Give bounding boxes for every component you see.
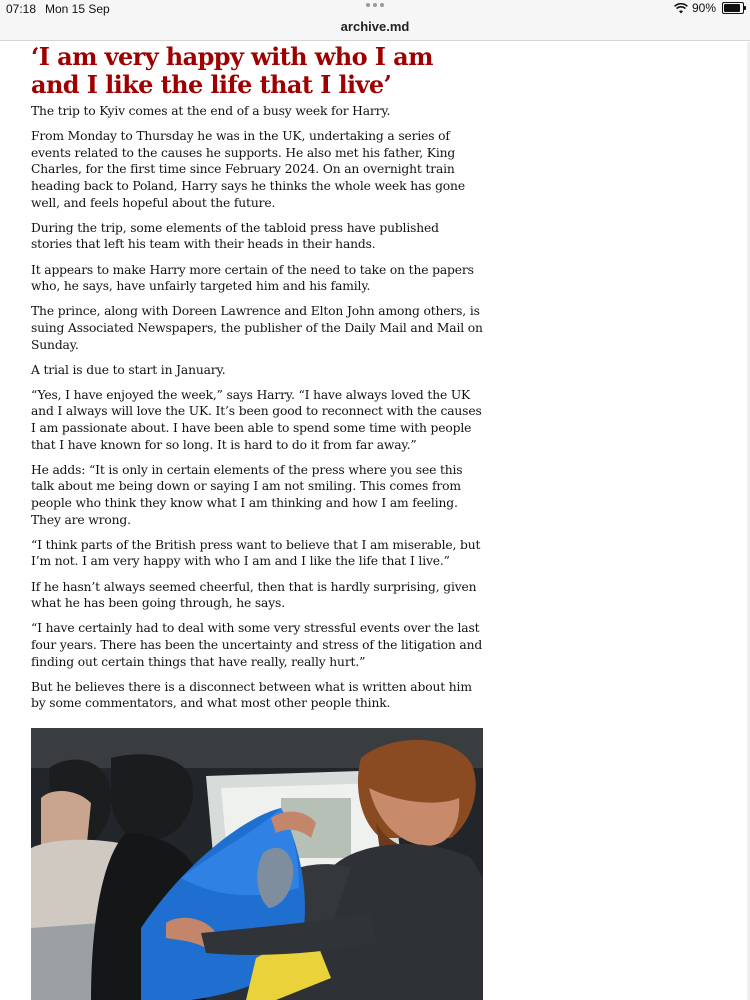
status-bar — [0, 0, 750, 18]
article-headline: ‘I am very happy with who I am and I like the life that I live’ — [31, 42, 433, 99]
wifi-icon — [674, 3, 688, 14]
battery-percent: 90% — [691, 1, 716, 15]
article-paragraph: It appears to make Harry more certain of the need to take on the papers who, he says, have unfairly targeted him and his family. — [31, 262, 474, 294]
article-paragraph: The trip to Kyiv comes at the end of a busy week for Harry. — [31, 104, 391, 118]
article-paragraph: During the trip, some elements of the tabloid press have published stories that left his team with their heads in their hands. — [31, 220, 439, 252]
article-paragraph: “I think parts of the British press want to believe that I am miserable, but I’m not. I am very happy with who I am and I like the life that I live.” — [31, 537, 481, 569]
article-paragraph: But he believes there is a disconnect between what is written about him by some commentators, and what most other people think. — [31, 679, 472, 711]
article-body — [31, 43, 483, 721]
article-paragraph: He adds: “It is only in certain elements of the press where you see this talk about me being down or saying I am not smiling. This comes from people who think they know what I am thinking and how I am feeling. They are wrong. — [31, 462, 463, 527]
status-right — [674, 1, 744, 15]
address-bar[interactable] — [0, 18, 750, 41]
status-time: 07:18 — [6, 2, 37, 16]
multitasking-dots-icon[interactable] — [366, 3, 384, 7]
url-text[interactable]: archive.md — [340, 19, 410, 34]
car-interior-photo — [31, 728, 483, 1000]
article-paragraph: The prince, along with Doreen Lawrence and Elton John among others, is suing Associated Newspapers, the publisher of the Daily Mail and Mail on Sunday. — [31, 304, 483, 352]
article-paragraph: “Yes, I have enjoyed the week,” says Harry. “I have always loved the UK and I always will love the UK. It’s been good to reconnect with the causes I am passionate about. I have been able to spend some time with people that I have known for so long. It is hard to do it from far away.” — [31, 387, 482, 452]
battery-icon — [722, 2, 744, 14]
status-date: Mon 15 Sep — [45, 2, 110, 16]
article-paragraph: If he hasn’t always seemed cheerful, then that is hardly surprising, given what he has been going through, he says. — [31, 579, 477, 611]
article-photo — [31, 728, 483, 1000]
article-paragraph: “I have certainly had to deal with some very stressful events over the last four years. There has been the uncertainty and stress of the litigation and finding out certain things that have really, really hurt.” — [31, 621, 483, 669]
article-paragraph: A trial is due to start in January. — [31, 362, 226, 377]
article-paragraph: From Monday to Thursday he was in the UK, undertaking a series of events related to the causes he supports. He also met his father, King Charles, for the first time since February 2024. On an overnight train heading back to Poland, Harry says he thinks the whole week has gone well, and feels hopeful about the future. — [31, 129, 465, 210]
